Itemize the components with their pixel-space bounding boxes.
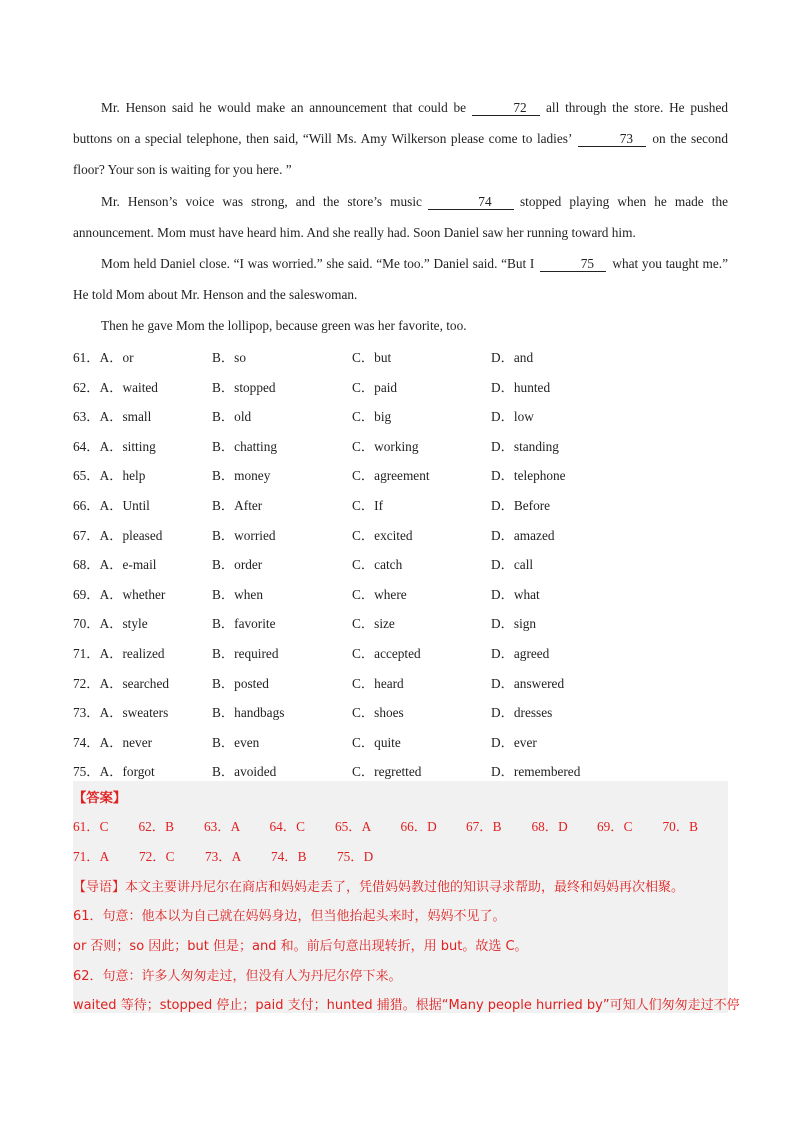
- answer-item: 64．C: [269, 819, 305, 834]
- option-choice: B．when: [212, 586, 263, 602]
- answer-item: 73．A: [205, 849, 242, 864]
- option-choice: 67．A．pleased: [73, 527, 163, 543]
- answer-item: 75．D: [337, 849, 374, 864]
- option-choice: B．After: [212, 497, 263, 513]
- answer-item: 67．B: [466, 819, 502, 834]
- option-row: [73, 639, 728, 669]
- option-choice: 63．A．small: [73, 409, 152, 425]
- answer-row-1: [73, 816, 728, 835]
- blank-73: 73: [578, 132, 646, 147]
- option-choice: C．accepted: [352, 645, 421, 661]
- answer-heading: 【答案】: [73, 791, 127, 806]
- option-choice: D．agreed: [491, 645, 550, 661]
- option-row: [73, 580, 728, 610]
- option-choice: 71．A．realized: [73, 645, 165, 661]
- option-choice: 68．A．e-mail: [73, 557, 157, 573]
- option-choice: B．worried: [212, 527, 276, 543]
- option-row: [73, 461, 728, 491]
- p1-text-b: all through the store. He pushed buttons on a special telephone, then said, “Will Ms. Amy Wilkerson please come to ladies’: [73, 100, 728, 146]
- p3-text-a: Mom held Daniel close. “I was worried.” she said. “Me too.” Daniel said. “But I: [101, 256, 535, 271]
- p3-text-b: what you taught me.” He told Mom about Mr. Henson and the saleswoman.: [73, 256, 728, 302]
- option-choice: D．standing: [491, 438, 559, 454]
- option-choice: C．paid: [352, 379, 398, 395]
- option-row: [73, 432, 728, 462]
- option-choice: 70．A．style: [73, 616, 148, 632]
- answer-section: [73, 781, 740, 1013]
- option-choice: D．telephone: [491, 468, 566, 484]
- option-choice: D．low: [491, 409, 534, 425]
- option-choice: 73．A．sweaters: [73, 705, 169, 721]
- q62-explanation: waited 等待；stopped 停止；paid 支付；hunted 捕猎。根据“Many people hurried by”可知人们匆匆走过不停: [73, 998, 740, 1013]
- option-choice: C．but: [352, 350, 392, 365]
- option-choice: C．regretted: [352, 764, 422, 780]
- q61-meaning: 61．句意：他本以为自己就在妈妈身边，但当他抬起头来时，妈妈不见了。: [73, 909, 506, 924]
- paragraph-3: [73, 248, 728, 310]
- option-row: [73, 609, 728, 639]
- option-row: [73, 491, 728, 521]
- option-choice: C．working: [352, 438, 419, 454]
- option-choice: D．amazed: [491, 527, 555, 543]
- option-row: [73, 698, 728, 728]
- answer-item: 63．A: [204, 819, 241, 834]
- option-choice: 61．A．or: [73, 350, 134, 365]
- answer-item: 72．C: [139, 849, 175, 864]
- answer-item: 65．A: [335, 819, 372, 834]
- option-choice: C．size: [352, 616, 395, 632]
- option-choice: 62．A．waited: [73, 379, 158, 395]
- option-choice: C．shoes: [352, 705, 404, 721]
- option-choice: C．catch: [352, 557, 403, 573]
- option-choice: B．order: [212, 557, 263, 573]
- blank-72: 72: [472, 101, 540, 116]
- option-choice: 72．A．searched: [73, 675, 169, 691]
- answer-item: 70．B: [662, 819, 698, 834]
- option-choice: C．If: [352, 497, 384, 513]
- option-row: [73, 343, 728, 373]
- blank-74: 74: [428, 195, 514, 210]
- option-choice: B．stopped: [212, 379, 276, 395]
- option-choice: B．even: [212, 734, 260, 750]
- option-choice: C．heard: [352, 675, 404, 691]
- option-choice: B．old: [212, 409, 252, 425]
- option-choice: 66．A．Until: [73, 497, 150, 513]
- answer-item: 69．C: [597, 819, 633, 834]
- option-choice: B．posted: [212, 675, 269, 691]
- option-row: [73, 373, 728, 403]
- p2-text-b: stopped playing when he made the announcement. Mom must have heard him. And she really had. Soon Daniel saw her running toward him.: [73, 194, 728, 240]
- option-choice: B．money: [212, 468, 271, 484]
- option-choice: D．answered: [491, 675, 565, 691]
- paragraph-4: Then he gave Mom the lollipop, because green was her favorite, too.: [101, 318, 467, 333]
- blank-75: 75: [540, 257, 606, 272]
- option-choice: D．sign: [491, 616, 537, 632]
- option-choice: D．Before: [491, 497, 551, 513]
- option-row: [73, 521, 728, 551]
- option-choice: D．call: [491, 557, 534, 573]
- answer-item: 62．B: [138, 819, 174, 834]
- option-choice: B．favorite: [212, 616, 276, 632]
- option-choice: C．excited: [352, 527, 413, 543]
- option-choice: D．hunted: [491, 379, 551, 395]
- options-list: [73, 343, 728, 787]
- paragraph-1: [73, 92, 728, 185]
- answer-item: 74．B: [271, 849, 307, 864]
- option-choice: C．where: [352, 586, 407, 602]
- answer-item: 61．C: [73, 819, 109, 834]
- option-row: [73, 402, 728, 432]
- option-choice: 69．A．whether: [73, 586, 166, 602]
- guide-text: 【导语】本文主要讲丹尼尔在商店和妈妈走丢了，凭借妈妈教过他的知识寻求帮助，最终和妈妈再次相聚。: [73, 880, 685, 895]
- answer-item: 68．D: [531, 819, 568, 834]
- option-choice: 75．A．forgot: [73, 764, 155, 780]
- option-choice: D．and: [491, 350, 534, 365]
- option-choice: D．remembered: [491, 764, 581, 780]
- option-choice: C．agreement: [352, 468, 430, 484]
- option-choice: B．chatting: [212, 438, 277, 454]
- option-choice: 65．A．help: [73, 468, 146, 484]
- option-choice: D．dresses: [491, 705, 553, 721]
- p1-text-a: Mr. Henson said he would make an announcement that could be: [101, 100, 467, 115]
- option-choice: 64．A．sitting: [73, 438, 156, 454]
- answer-item: 66．D: [400, 819, 437, 834]
- option-choice: B．required: [212, 645, 279, 661]
- option-choice: 74．A．never: [73, 734, 153, 750]
- p2-text-a: Mr. Henson’s voice was strong, and the store’s music: [101, 194, 422, 209]
- option-choice: B．handbags: [212, 705, 285, 721]
- option-row: [73, 728, 728, 758]
- option-choice: C．big: [352, 409, 392, 425]
- option-row: [73, 669, 728, 699]
- option-choice: D．what: [491, 586, 540, 602]
- answer-item: 71．A: [73, 849, 110, 864]
- passage: [73, 92, 728, 787]
- p1-text-c: on the second floor? Your son is waiting for you here. ”: [73, 131, 728, 177]
- option-choice: B．so: [212, 350, 246, 365]
- q61-explanation: or 否则；so 因此；but 但是；and 和。前后句意出现转折，用 but。故选 C。: [73, 939, 528, 954]
- option-choice: D．ever: [491, 734, 537, 750]
- option-choice: B．avoided: [212, 764, 277, 780]
- option-row: [73, 550, 728, 580]
- paragraph-2: [73, 186, 728, 248]
- answer-row-2: [73, 846, 728, 865]
- option-choice: C．quite: [352, 734, 401, 750]
- q62-meaning: 62．句意：许多人匆匆走过，但没有人为丹尼尔停下来。: [73, 969, 402, 984]
